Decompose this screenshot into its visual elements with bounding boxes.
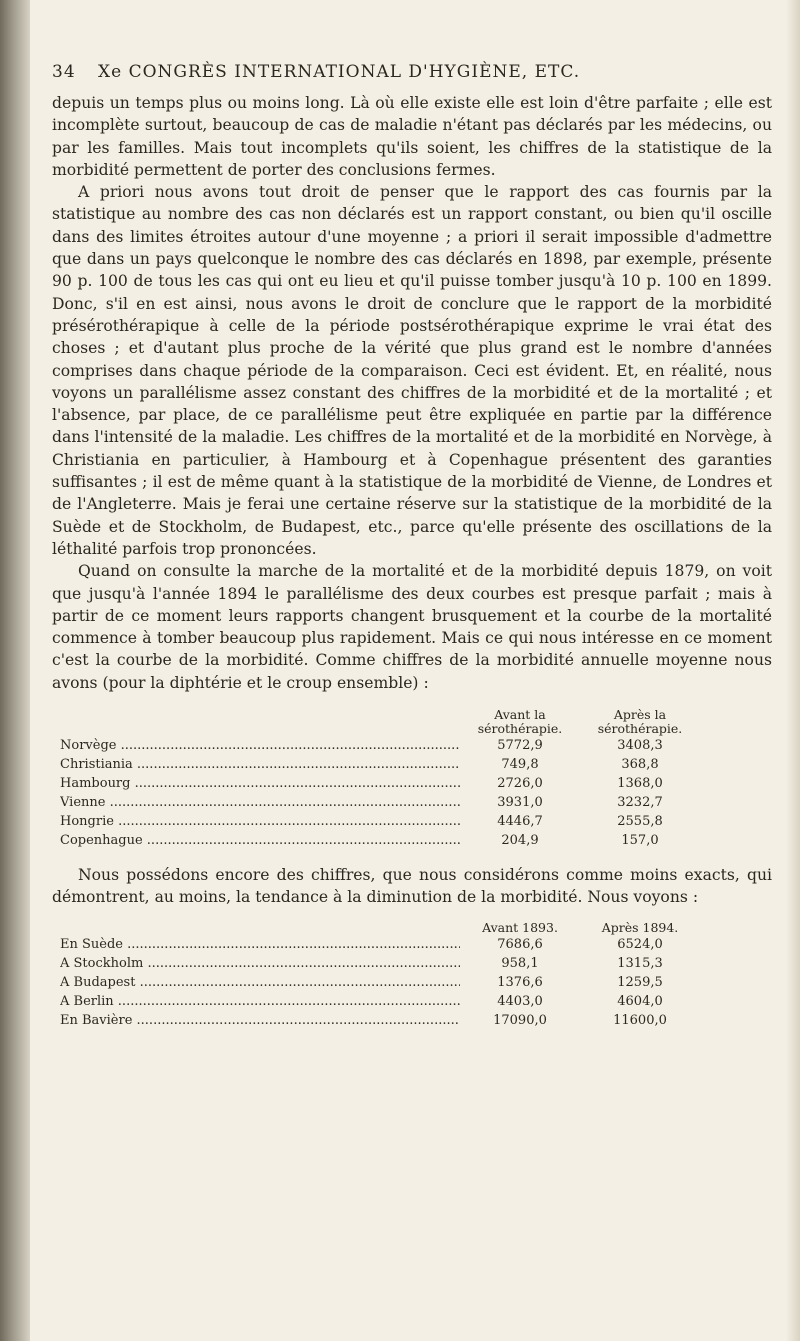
- value-before: 2726,0: [497, 776, 543, 792]
- row-label: En Bavière .....: [60, 1011, 460, 1030]
- table-row: [60, 736, 700, 755]
- paragraph-4: Nous possédons encore des chiffres, que nous considérons comme moins exacts, qui démontrent, au moins, la tendance à la diminution de la morbidité. Nous voyons :: [52, 866, 772, 907]
- value-after: 3232,7: [617, 795, 663, 811]
- value-before: 17090,0: [493, 1012, 547, 1028]
- row-label: Hongrie .....: [60, 812, 460, 831]
- row-label: A Budapest .....: [60, 973, 460, 992]
- row-label: En Suède .....: [60, 935, 460, 954]
- value-after: 157,0: [621, 833, 659, 849]
- morbidity-table-serotherapy: [60, 708, 700, 850]
- value-before: 749,8: [501, 757, 539, 773]
- value-after: 2555,8: [617, 814, 663, 830]
- running-title: Xe CONGRÈS INTERNATIONAL D'HYGIÈNE, ETC.: [98, 62, 581, 82]
- table-header: [60, 708, 700, 736]
- value-after: 368,8: [621, 757, 659, 773]
- table-row: [60, 954, 700, 973]
- row-label: Norvège .....: [60, 736, 460, 755]
- value-after: 11600,0: [613, 1012, 667, 1028]
- value-after: 1315,3: [617, 955, 663, 971]
- table-row: [60, 1011, 700, 1030]
- value-before: 958,1: [501, 955, 539, 971]
- value-before: 4446,7: [497, 814, 543, 830]
- table-row: [60, 973, 700, 992]
- page-edge: [786, 0, 800, 1341]
- book-spine-shadow: [0, 0, 30, 1341]
- paragraph-1: depuis un temps plus ou moins long. Là où elle existe elle est loin d'être parfaite ; elle est incomplète surtout, beaucoup de cas de maladie n'étant pas déclarés par les médecins, ou par les familles. Mais tout incomplets qu'ils soient, les chiffres de la statistique de la morbidité permettent de porter des conclusions fermes.: [52, 94, 772, 179]
- table-row: [60, 793, 700, 812]
- table-row: [60, 774, 700, 793]
- value-before: 5772,9: [497, 738, 543, 754]
- value-before: 204,9: [501, 833, 539, 849]
- row-label: A Stockholm .....: [60, 954, 460, 973]
- table-row: [60, 992, 700, 1011]
- value-after: 4604,0: [617, 993, 663, 1009]
- paragraph-2: A priori nous avons tout droit de penser que le rapport des cas fournis par la statistique au nombre des cas non déclarés est un rapport constant, ou bien qu'il oscille dans des limites étroites autour d'une moyenne ; a priori il serait impossible d'admettre que dans un pays quelconque le nombre des cas déclarés en 1898, par exemple, présente 90 p. 100 de tous les cas qui ont eu lieu et qu'il puisse tomber jusqu'à 10 p. 100 en 1899. Donc, s'il en est ainsi, nous avons le droit de conclure que le rapport de la morbidité présérothérapique à celle de la période postsérothérapique exprime le vrai état des choses ; et d'autant plus proche de la vérité que plus grand est le nombre d'années comprises dans chaque période de la comparaison. Ceci est évident. Et, en réalité, nous voyons un parallélisme assez constant des chiffres de la morbidité et de la mortalité ; et l'absence, par place, de ce parallélisme peut être expliquée en partie par la différence dans l'intensité de la maladie. Les chiffres de la mortalité et de la morbidité en Norvège, à Christiania en particulier, à Hambourg et à Copenhague présentent des garanties suffisantes ; il est de même quant à la statistique de la morbidité de Vienne, de Londres et de l'Angleterre. Mais je ferai une certaine réserve sur la statistique de la morbidité de la Suède et de Stockholm, de Budapest, etc., parce qu'elle présente des oscillations de la léthalité parfois trop prononcées.: [52, 183, 772, 558]
- value-before: 4403,0: [497, 993, 543, 1009]
- row-label: Vienne .....: [60, 793, 460, 812]
- row-label: A Berlin .....: [60, 992, 460, 1011]
- value-after: 6524,0: [617, 936, 663, 952]
- col-header-after: Après 1894.: [601, 919, 679, 935]
- value-before: 1376,6: [497, 974, 543, 990]
- value-after: 3408,3: [617, 738, 663, 754]
- row-label: Christiania .....: [60, 755, 460, 774]
- running-head: [52, 62, 772, 82]
- paragraph-3: Quand on consulte la marche de la mortalité et de la morbidité depuis 1879, on voit que jusqu'à l'année 1894 le parallélisme des deux courbes est presque parfait ; mais à partir de ce moment leurs rapports changent brusquement et la courbe de la mortalité commence à tomber beaucoup plus rapidement. Mais ce qui nous intéresse en ce moment c'est la courbe de la morbidité. Comme chiffres de la morbidité annuelle moyenne nous avons (pour la diphtérie et le croup ensemble) :: [52, 562, 772, 692]
- morbidity-table-years: [60, 921, 700, 1030]
- value-before: 7686,6: [497, 936, 543, 952]
- table-row: [60, 812, 700, 831]
- body-text-continued: [52, 864, 772, 909]
- page-number: 34: [52, 62, 76, 82]
- table-header: [60, 921, 700, 935]
- value-before: 3931,0: [497, 795, 543, 811]
- table-row: [60, 755, 700, 774]
- col-header-before: Avant 1893.: [482, 919, 558, 935]
- value-after: 1259,5: [617, 974, 663, 990]
- body-text: [52, 92, 772, 694]
- col-header-after: Après la sérothérapie.: [597, 707, 683, 737]
- page: [52, 62, 772, 1030]
- row-label: Hambourg .....: [60, 774, 460, 793]
- table-row: [60, 935, 700, 954]
- table-row: [60, 831, 700, 850]
- col-header-before: Avant la sérothérapie.: [477, 707, 563, 737]
- row-label: Copenhague .....: [60, 831, 460, 850]
- value-after: 1368,0: [617, 776, 663, 792]
